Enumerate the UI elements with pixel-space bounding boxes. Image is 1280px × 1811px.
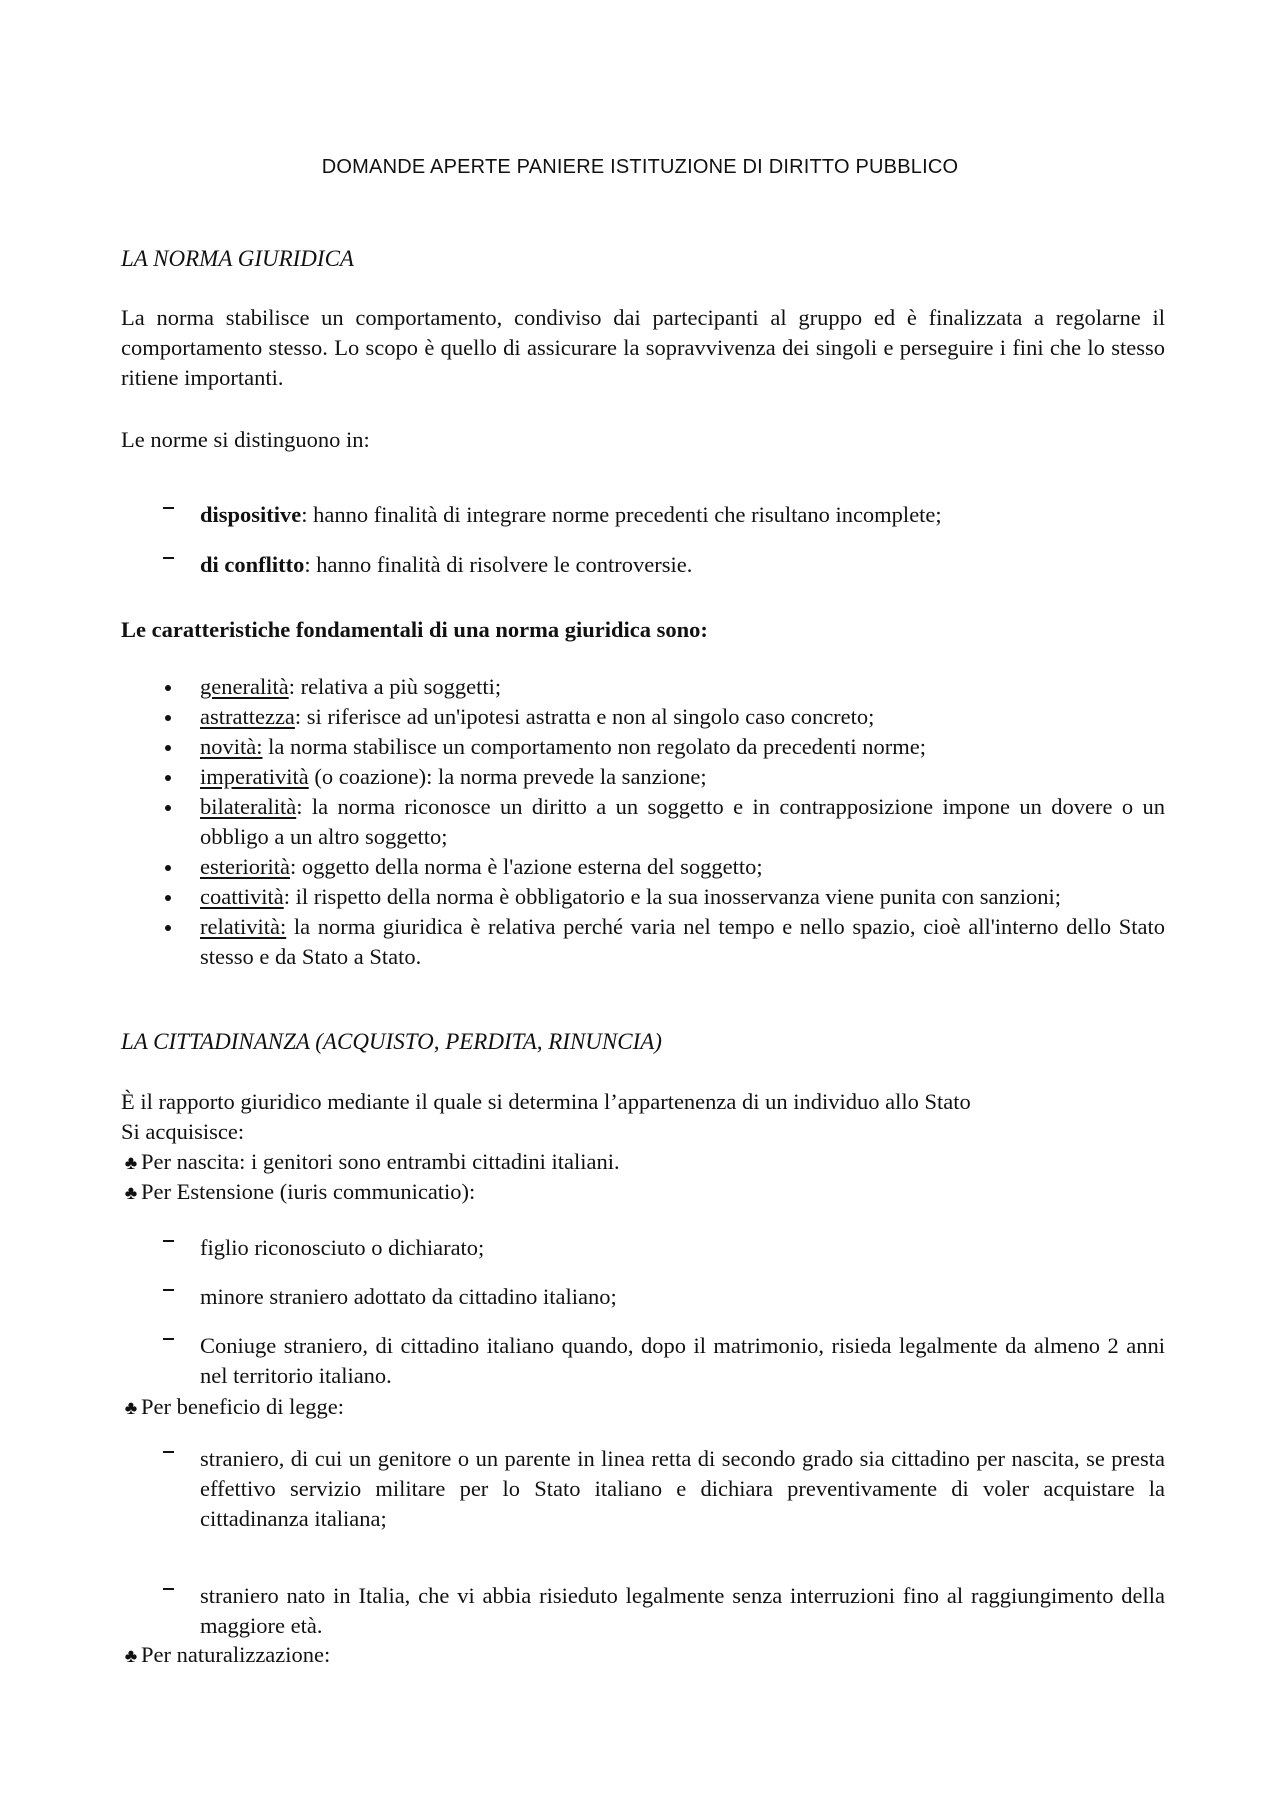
characteristic-text: la norma stabilisce un comportamento non regolato da precedenti norme; bbox=[262, 734, 927, 759]
law-benefit-item: straniero nato in Italia, che vi abbia risieduto legalmente senza interruzioni fino al raggiungimento della maggiore età. bbox=[200, 1583, 1165, 1638]
list-item bbox=[121, 792, 1165, 852]
list-item bbox=[121, 882, 1165, 912]
dash-bullet-icon bbox=[163, 1338, 174, 1340]
characteristic-term: esteriorità bbox=[200, 854, 290, 879]
characteristic-term: relatività: bbox=[200, 914, 287, 939]
dash-bullet-icon bbox=[163, 1588, 174, 1590]
characteristic-term: imperatività bbox=[200, 764, 309, 789]
norm-type-text: : hanno finalità di risolvere le controversie. bbox=[304, 552, 693, 577]
characteristic-term: astrattezza bbox=[200, 704, 295, 729]
club-icon: ♣ bbox=[124, 1646, 138, 1667]
bullet-icon bbox=[165, 925, 171, 931]
acquire-intro: Si acquisisce: bbox=[121, 1119, 245, 1144]
acquisition-birth bbox=[121, 1147, 620, 1179]
bullet-icon bbox=[165, 775, 171, 781]
characteristic-text: : si riferisce ad un'ipotesi astratta e non al singolo caso concreto; bbox=[294, 704, 875, 729]
document-title: DOMANDE APERTE PANIERE ISTITUZIONE DI DIRITTO PUBBLICO bbox=[321, 156, 959, 178]
acquisition-extension-text: Per Estensione (iuris communicatio): bbox=[141, 1179, 476, 1204]
dash-bullet-icon bbox=[163, 1289, 174, 1291]
extension-item: figlio riconosciuto o dichiarato; bbox=[200, 1235, 485, 1260]
bullet-icon bbox=[165, 745, 171, 751]
characteristics-list bbox=[121, 672, 1165, 972]
norm-type-item bbox=[200, 500, 1165, 530]
characteristic-term: coattività bbox=[200, 884, 284, 909]
list-item bbox=[121, 702, 1165, 732]
bullet-icon bbox=[165, 895, 171, 901]
section-heading-cittadinanza: LA CITTADINANZA (ACQUISTO, PERDITA, RINUNCIA) bbox=[121, 1029, 662, 1054]
characteristic-text: (o coazione): la norma prevede la sanzione; bbox=[308, 764, 707, 789]
characteristic-text: la norma giuridica è relativa perché varia nel tempo e nello spazio, cioè all'interno dello Stato stesso e da Stato a Stato. bbox=[200, 914, 1165, 969]
list-item bbox=[121, 672, 1165, 702]
club-icon: ♣ bbox=[124, 1153, 138, 1174]
characteristic-text: : la norma riconosce un diritto a un soggetto e in contrapposizione impone un dovere o un obbligo a un altro soggetto; bbox=[200, 794, 1165, 849]
bullet-icon bbox=[165, 685, 171, 691]
acquisition-birth-text: Per nascita: i genitori sono entrambi cittadini italiani. bbox=[141, 1149, 620, 1174]
dash-bullet-icon bbox=[163, 507, 174, 509]
characteristic-term: bilateralità bbox=[200, 794, 297, 819]
list-item bbox=[121, 762, 1165, 792]
characteristic-text: : oggetto della norma è l'azione esterna del soggetto; bbox=[289, 854, 763, 879]
citizenship-definition: È il rapporto giuridico mediante il quale si determina l’appartenenza di un individuo allo Stato bbox=[121, 1089, 971, 1114]
acquisition-law-benefit-text: Per beneficio di legge: bbox=[141, 1394, 345, 1419]
characteristics-heading: Le caratteristiche fondamentali di una norma giuridica sono: bbox=[121, 617, 708, 642]
bullet-icon bbox=[165, 805, 171, 811]
acquisition-law-benefit bbox=[121, 1392, 344, 1424]
club-icon: ♣ bbox=[124, 1183, 138, 1204]
extension-item: Coniuge straniero, di cittadino italiano quando, dopo il matrimonio, risieda legalmente da almeno 2 anni nel territorio italiano. bbox=[200, 1333, 1165, 1388]
intro-paragraph: La norma stabilisce un comportamento, condiviso dai partecipanti al gruppo ed è finalizzata a regolarne il comportamento stesso. Lo scopo è quello di assicurare la sopravvivenza dei singoli e perseguire i fini che lo stesso ritiene importanti. bbox=[121, 305, 1165, 390]
list-item bbox=[121, 912, 1165, 972]
characteristic-text: : relativa a più soggetti; bbox=[288, 674, 502, 699]
dash-bullet-icon bbox=[163, 1240, 174, 1242]
acquisition-extension bbox=[121, 1177, 475, 1209]
norm-type-item bbox=[200, 550, 1165, 580]
bullet-icon bbox=[165, 715, 171, 721]
characteristic-text: : il rispetto della norma è obbligatorio e la sua inosservanza viene punita con sanzioni; bbox=[283, 884, 1061, 909]
characteristic-term: generalità bbox=[200, 674, 289, 699]
acquisition-naturalization bbox=[121, 1640, 330, 1672]
dash-bullet-icon bbox=[163, 557, 174, 559]
norm-type-text: : hanno finalità di integrare norme precedenti che risultano incomplete; bbox=[301, 502, 942, 527]
types-intro: Le norme si distinguono in: bbox=[121, 427, 370, 452]
characteristic-term: novità: bbox=[200, 734, 263, 759]
list-item bbox=[121, 852, 1165, 882]
bullet-icon bbox=[165, 865, 171, 871]
section-heading-norma-giuridica: LA NORMA GIURIDICA bbox=[121, 246, 354, 271]
extension-item: minore straniero adottato da cittadino italiano; bbox=[200, 1284, 617, 1309]
dash-bullet-icon bbox=[163, 1451, 174, 1453]
law-benefit-item: straniero, di cui un genitore o un parente in linea retta di secondo grado sia cittadino per nascita, se presta effettivo servizio militare per lo Stato italiano e dichiara preventivamente di voler acquistare la cittadinanza italiana; bbox=[200, 1446, 1165, 1531]
club-icon: ♣ bbox=[124, 1398, 138, 1419]
list-item bbox=[121, 732, 1165, 762]
norm-type-term: di conflitto bbox=[200, 552, 305, 577]
acquisition-naturalization-text: Per naturalizzazione: bbox=[141, 1642, 331, 1667]
norm-type-term: dispositive bbox=[200, 502, 302, 527]
